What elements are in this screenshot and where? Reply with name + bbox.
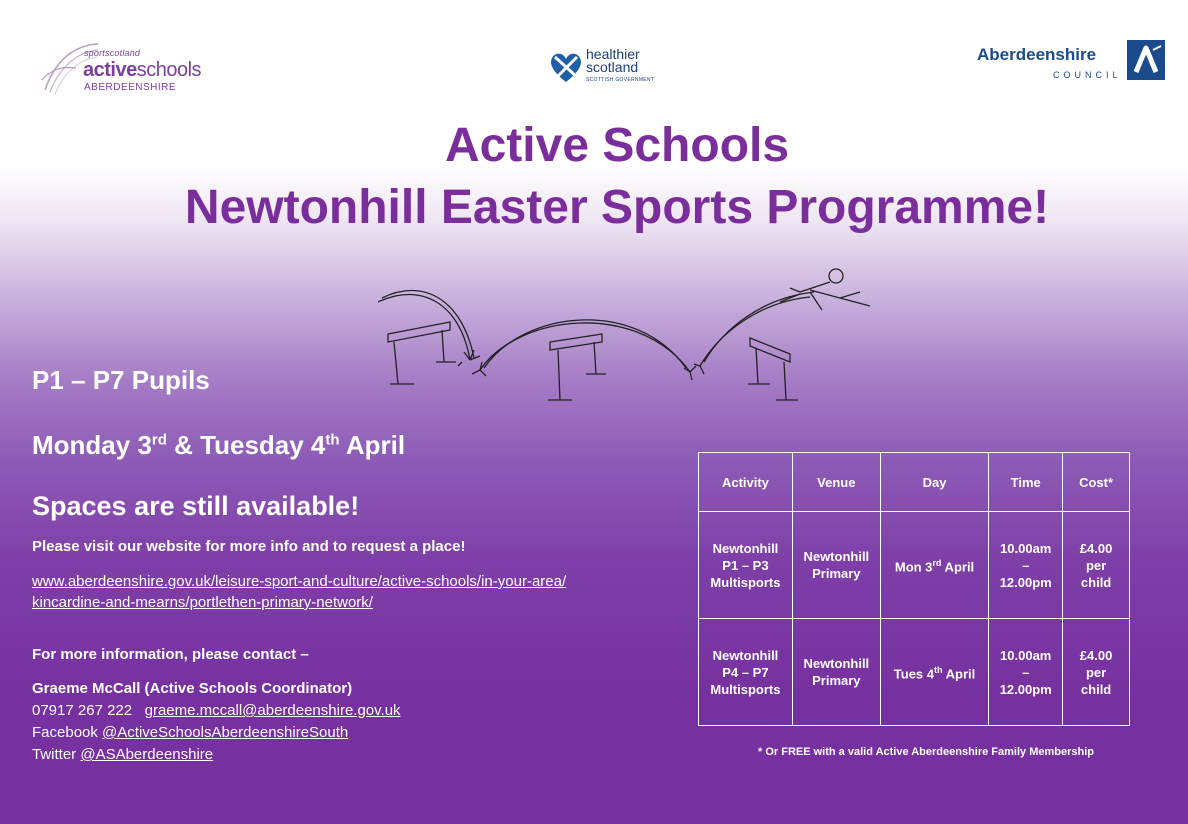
council-a-icon: [1127, 40, 1165, 80]
contact-twitter-line: Twitter @ASAberdeenshire: [32, 746, 214, 763]
contact-phone-line: [32, 700, 401, 722]
cell-cost: £4.00 per child: [1063, 512, 1130, 619]
cell-venue: Newtonhill Primary: [792, 619, 880, 726]
programme-table: [698, 452, 1130, 726]
header-cost: Cost*: [1063, 453, 1130, 512]
table-row: [699, 619, 1130, 726]
council-name: Aberdeenshire: [977, 45, 1097, 64]
table-header-row: [699, 453, 1130, 512]
contact-details: [32, 678, 401, 766]
healthier-scotland-logo: [549, 46, 659, 90]
cell-day: Mon 3rd April: [880, 512, 989, 619]
table-footnote: * Or FREE with a valid Active Aberdeenshire Family Membership: [758, 746, 1095, 758]
scotland-text: scotland: [586, 59, 639, 75]
sportscotland-text: sportscotland: [84, 48, 141, 58]
header-time: Time: [989, 453, 1063, 512]
cell-activity: Newtonhill P1 – P3 Multisports: [699, 512, 793, 619]
header-day: Day: [880, 453, 989, 512]
visit-website-text: Please visit our website for more info and to request a place!: [32, 538, 466, 555]
aberdeenshire-council-logo: [975, 40, 1167, 84]
spaces-available-heading: Spaces are still available!: [32, 491, 360, 521]
header-venue: Venue: [792, 453, 880, 512]
healthier-text: healthier: [586, 46, 640, 62]
website-link[interactable]: www.aberdeenshire.gov.uk/leisure-sport-and-culture/active-schools/in-your-area/ kincardine-and-mearns/portlethen-primary-network/: [32, 573, 567, 611]
contact-email-link[interactable]: graeme.mccall@aberdeenshire.gov.uk: [144, 702, 401, 719]
facebook-link[interactable]: @ActiveSchoolsAberdeenshireSouth: [102, 724, 349, 741]
dates-heading: Monday 3rd & Tuesday 4th April: [32, 430, 406, 460]
twitter-link[interactable]: @ASAberdeenshire: [80, 746, 214, 763]
page-subtitle: Newtonhill Easter Sports Programme!: [184, 181, 1050, 234]
cell-cost: £4.00 per child: [1063, 619, 1130, 726]
activeschools-wordmark: activeschools: [83, 59, 202, 81]
pupils-heading: P1 – P7 Pupils: [32, 365, 210, 395]
header-activity: Activity: [699, 453, 793, 512]
council-label: COUNCIL: [1053, 70, 1122, 80]
aberdeenshire-subtext: ABERDEENSHIRE: [84, 82, 177, 93]
contact-facebook-line: Facebook @ActiveSchoolsAberdeenshireSouth: [32, 724, 349, 741]
cell-day: Tues 4th April: [880, 619, 989, 726]
heart-saltire-icon: [549, 50, 583, 84]
contact-name: Graeme McCall (Active Schools Coordinator): [32, 680, 353, 697]
cell-venue: Newtonhill Primary: [792, 512, 880, 619]
cell-activity: Newtonhill P4 – P7 Multisports: [699, 619, 793, 726]
contact-heading: For more information, please contact –: [32, 646, 309, 663]
hurdle-jump-illustration: [370, 262, 880, 412]
cell-time: 10.00am – 12.00pm: [989, 619, 1063, 726]
page-title: Active Schools: [444, 119, 790, 172]
table-row: [699, 512, 1130, 619]
scottish-government-text: SCOTTISH GOVERNMENT: [586, 77, 655, 83]
active-schools-logo: [40, 38, 220, 100]
contact-phone: 07917 267 222: [32, 702, 133, 719]
cell-time: 10.00am – 12.00pm: [989, 512, 1063, 619]
